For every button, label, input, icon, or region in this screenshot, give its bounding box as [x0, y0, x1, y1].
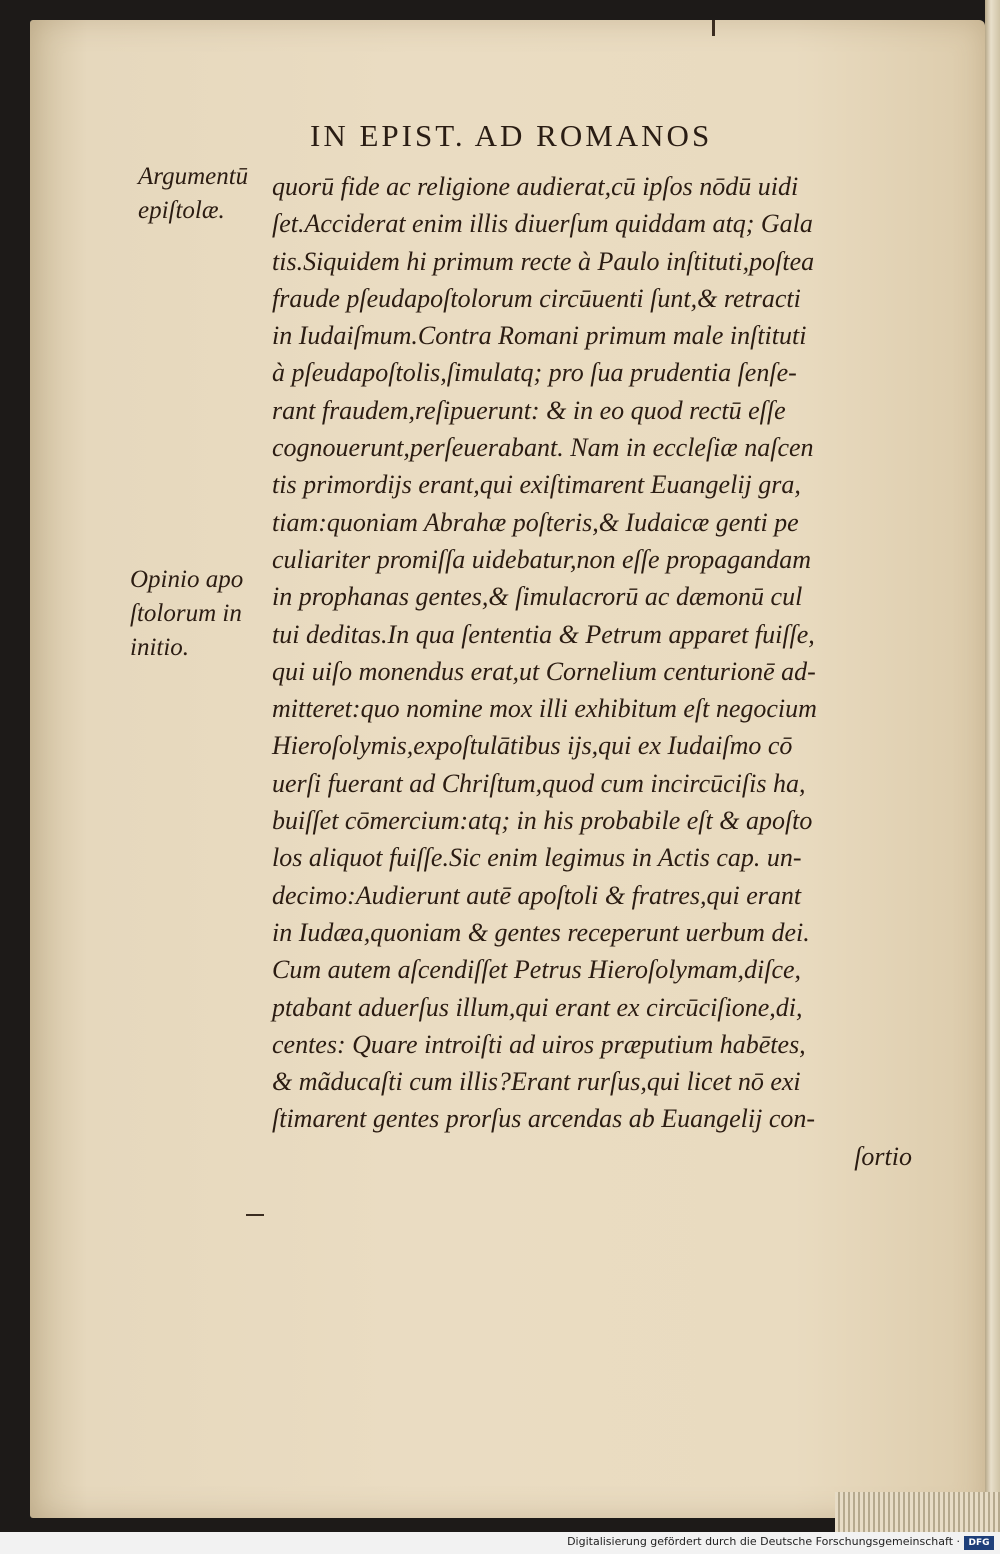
text-line: decimo:Audierunt autē apoſtoli & fratres,qui erant	[272, 880, 802, 910]
footer-bar	[0, 1532, 1000, 1554]
text-line: qui uiſo monendus erat,ut Cornelium centurionē ad-	[272, 656, 816, 686]
margin-note-opinion	[130, 563, 270, 665]
text-line: culiariter promiſſa uidebatur,non eſſe propagandam	[272, 544, 811, 574]
body-text	[272, 168, 952, 1175]
margin-note-line: initio.	[130, 634, 190, 661]
text-line: tiam:quoniam Abrahæ poſteris,& Iudaicæ genti pe	[272, 507, 799, 537]
text-line: ſet.Acciderat enim illis diuerſum quiddam atq; Gala	[272, 209, 813, 239]
text-line: Cum autem aſcendiſſet Petrus Hieroſolymam,diſce,	[272, 955, 802, 985]
text-line: tis primordijs erant,qui exiſtimarent Euangelij gra,	[272, 470, 801, 500]
text-line: centes: Quare introiſti ad uiros præputium habētes,	[272, 1029, 806, 1059]
dfg-logo-icon: DFG	[964, 1536, 994, 1550]
page-stack-edge	[835, 1492, 1000, 1532]
text-line: Hieroſolymis,expoſtulātibus ijs,qui ex Iudaiſmo cō	[272, 731, 793, 761]
text-line: los aliquot fuiſſe.Sic enim legimus in Actis cap. un-	[272, 843, 802, 873]
margin-note-line: Opinio apo	[130, 566, 244, 593]
text-line: ſtimarent gentes prorſus arcendas ab Euangelij con-	[272, 1104, 816, 1134]
margin-note-line: epiſtolæ.	[138, 197, 225, 224]
text-line: quorū fide ac religione audierat,cū ipſos nōdū uidi	[272, 172, 799, 201]
catchword: ſortio	[854, 1141, 912, 1171]
ink-dash	[246, 1214, 264, 1216]
text-line: cognouerunt,perſeuerabant. Nam in eccleſiæ naſcen	[272, 433, 814, 463]
footer-credit: Digitalisierung gefördert durch die Deutsche Forschungsgemeinschaft ·	[567, 1535, 960, 1548]
margin-note-line: ſtolorum in	[130, 600, 242, 627]
text-line: in Iudæa,quoniam & gentes receperunt uerbum dei.	[272, 917, 810, 947]
text-line: in prophanas gentes,& ſimulacrorū ac dæmonū cul	[272, 582, 803, 612]
text-line: buiſſet cōmercium:atq; in his probabile eſt & apoſto	[272, 806, 813, 836]
text-line: fraude pſeudapoſtolorum circūuenti ſunt,& retracti	[272, 283, 801, 313]
text-line: & mãducaſti cum illis?Erant rurſus,qui licet nō exi	[272, 1067, 801, 1097]
text-line: mitteret:quo nomine mox illi exhibitum eſt negocium	[272, 694, 817, 724]
text-line: rant fraudem,reſipuerunt: & in eo quod rectū eſſe	[272, 395, 786, 425]
page-edge	[985, 0, 1000, 1532]
text-line: à pſeudapoſtolis,ſimulatq; pro ſua prudentia ſenſe-	[272, 358, 797, 388]
text-line: in Iudaiſmum.Contra Romani primum male inſtituti	[272, 321, 807, 351]
ink-mark	[712, 20, 715, 36]
margin-note-argument	[138, 160, 278, 228]
text-line: ptabant aduerſus illum,qui erant ex circūciſione,di,	[272, 992, 803, 1022]
text-line: uerſi fuerant ad Chriſtum,quod cum incircūciſis ha,	[272, 768, 806, 798]
margin-note-line: Argumentū	[138, 163, 249, 190]
text-line: tui deditas.In qua ſententia & Petrum apparet fuiſſe,	[272, 619, 815, 649]
text-line: tis.Siquidem hi primum recte à Paulo inſtituti,poſtea	[272, 246, 815, 276]
running-head: IN EPIST. AD ROMANOS	[310, 118, 713, 153]
